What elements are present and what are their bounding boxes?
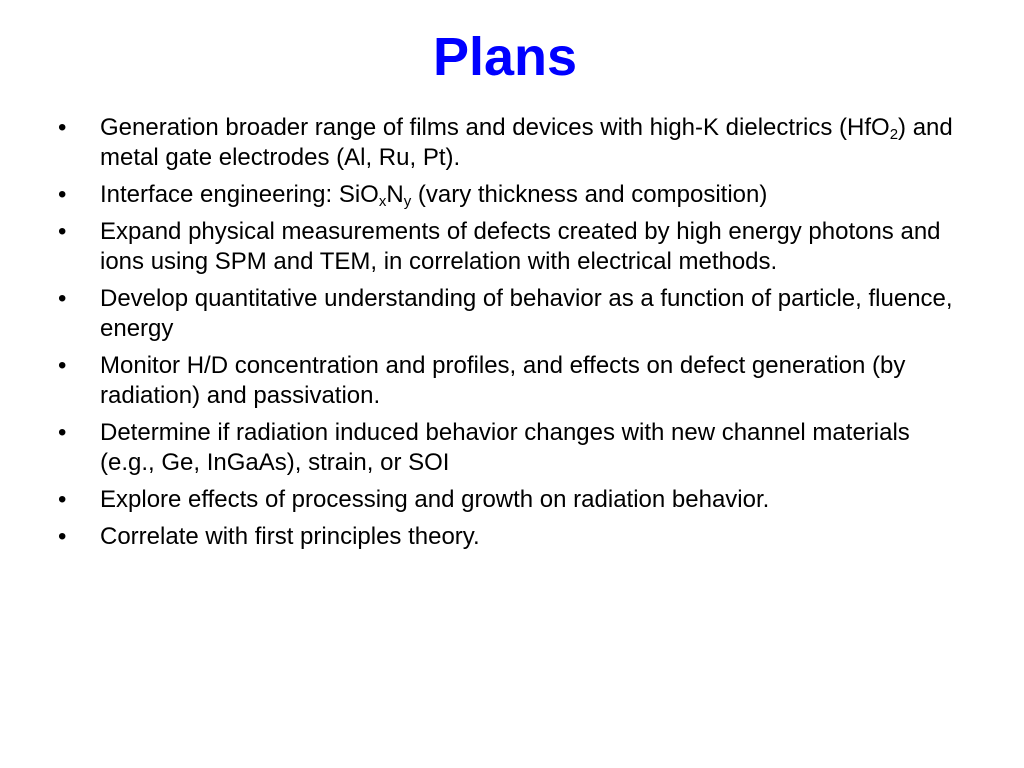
bullet-item: [58, 522, 958, 552]
bullet-dot: •: [58, 352, 67, 379]
bullet-item: [58, 351, 958, 411]
bullet-dot: •: [58, 218, 67, 245]
bullet-list: [58, 113, 958, 559]
bullet-dot: •: [58, 114, 67, 141]
bullet-text: Explore effects of processing and growth on radiation behavior.: [100, 486, 770, 513]
bullet-text: N: [386, 181, 404, 208]
bullet-text: Develop quantitative understanding of behavior as a function of particle, fluence, energy: [100, 285, 953, 342]
bullet-dot: •: [58, 419, 67, 446]
bullet-item: [58, 113, 958, 173]
bullet-dot: •: [58, 285, 67, 312]
subscript-text: 2: [889, 126, 899, 143]
subscript-text: y: [403, 193, 412, 210]
bullet-text: Determine if radiation induced behavior changes with new channel materials (e.g., Ge, InGaAs), strain, or SOI: [100, 419, 910, 476]
bullet-text: Interface engineering: SiO: [100, 181, 379, 208]
bullet-dot: •: [58, 181, 67, 208]
subscript-text: x: [378, 193, 387, 210]
bullet-dot: •: [58, 523, 67, 550]
slide-title: Plans: [432, 27, 578, 87]
bullet-dot: •: [58, 486, 67, 513]
bullet-item: [58, 217, 958, 277]
bullet-item: [58, 485, 958, 515]
bullet-text: Expand physical measurements of defects created by high energy photons and ions using SPM and TEM, in correlation with electrical methods.: [100, 218, 941, 275]
bullet-text: (vary thickness and composition): [411, 181, 768, 208]
bullet-item: [58, 180, 958, 210]
bullet-text: Generation broader range of films and devices with high-K dielectrics (HfO: [100, 114, 890, 141]
bullet-text: Monitor H/D concentration and profiles, and effects on defect generation (by radiation) and passivation.: [100, 352, 906, 409]
bullet-text: Correlate with first principles theory.: [100, 523, 480, 550]
bullet-text: ) and metal gate electrodes (Al, Ru, Pt).: [100, 114, 953, 171]
bullet-item: [58, 418, 958, 478]
bullet-item: [58, 284, 958, 344]
